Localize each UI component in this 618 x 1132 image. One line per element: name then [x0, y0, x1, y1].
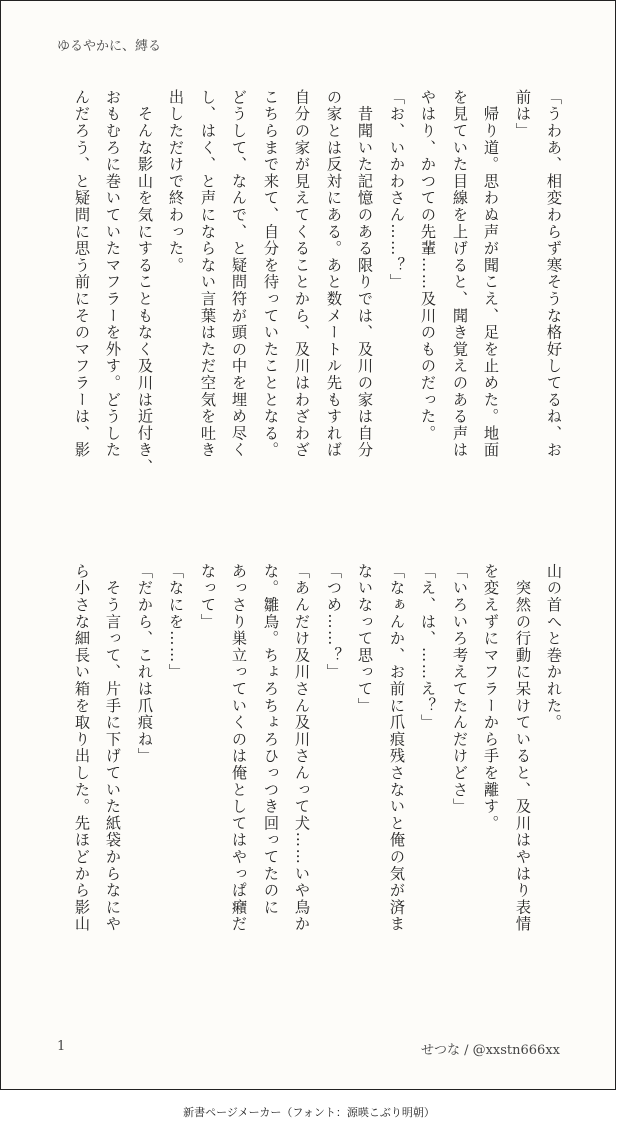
text-line: 出しただけで終わった。 — [167, 89, 185, 274]
author-credit: せつな / @xxstn666xx — [420, 1043, 560, 1058]
text-line: どうして、なんで、と疑問符が頭の中を埋め尽く — [230, 89, 248, 459]
text-line: 「うわあ、相変わらず寒そうな格好してるね、お — [545, 89, 563, 459]
text-line: 突然の行動に呆けていると、及川はやはり表情 — [514, 563, 532, 933]
text-line: こちらまで来て、自分を待っていたこととなる。 — [262, 89, 280, 459]
text-line: おもむろに巻いていたマフラーを外す。どうした — [104, 89, 122, 459]
text-line: 「いろいろ考えてたんだけどさ」 — [451, 563, 469, 815]
text-line: そう言って、片手に下げていた紙袋からなにや — [104, 563, 122, 933]
text-line: んだろう、と疑問に思う前にそのマフラーは、影 — [73, 89, 91, 459]
text-line: し、はく、と声にならない言葉はただ空気を吐き — [199, 89, 217, 459]
text-line: 山の首へと巻かれた。 — [545, 563, 563, 731]
text-line: 「お、いかわさん……？」 — [388, 89, 406, 291]
text-line: 帰り道。思わぬ声が聞こえ、足を止めた。地面 — [482, 89, 500, 459]
text-line: を変えずにマフラーから手を離す。 — [482, 563, 500, 832]
text-line: 「え、は、……え？」 — [419, 563, 437, 731]
text-line: の家とは反対にある。あと数メートル先もすれば — [325, 89, 343, 459]
text-line: な。雛鳥。ちょろちょろひっつき回ってたのに — [262, 563, 280, 916]
text-line: 「だから、これは爪痕ね」 — [136, 563, 154, 765]
text-line: 前は」 — [514, 89, 532, 140]
text-line: ら小さな細長い箱を取り出した。先ほどから影山 — [73, 563, 91, 933]
generator-credit: 新書ページメーカー（フォント：源暎こぶり明朝） — [183, 1106, 435, 1119]
text-line: あっさり巣立っていくのは俺としてはやっぱ癪だ — [230, 563, 248, 933]
text-line: を見ていた目線を上げると、聞き覚えのある声は — [451, 89, 469, 459]
text-line: そんな影山を気にすることもなく及川は近付き、 — [136, 89, 154, 476]
text-line: やはり、かつての先輩……及川のものだった。 — [419, 89, 437, 442]
text-line: なって」 — [199, 563, 217, 631]
text-line: 「なぁんか、お前に爪痕残さないと俺の気が済ま — [388, 563, 406, 933]
page-number: 1 — [57, 1039, 66, 1054]
text-line: 「あんだけ及川さん及川さんって犬……いや鳥か — [293, 563, 311, 933]
running-title: ゆるやかに、縛る — [57, 39, 162, 54]
text-line: 昔聞いた記憶のある限りでは、及川の家は自分 — [356, 89, 374, 459]
text-line: ないなって思って」 — [356, 563, 374, 715]
text-line: 「なにを……」 — [167, 563, 185, 681]
text-line: 自分の家が見えてくることから、及川はわざわざ — [293, 89, 311, 459]
text-line: 「つめ……？」 — [325, 563, 343, 681]
